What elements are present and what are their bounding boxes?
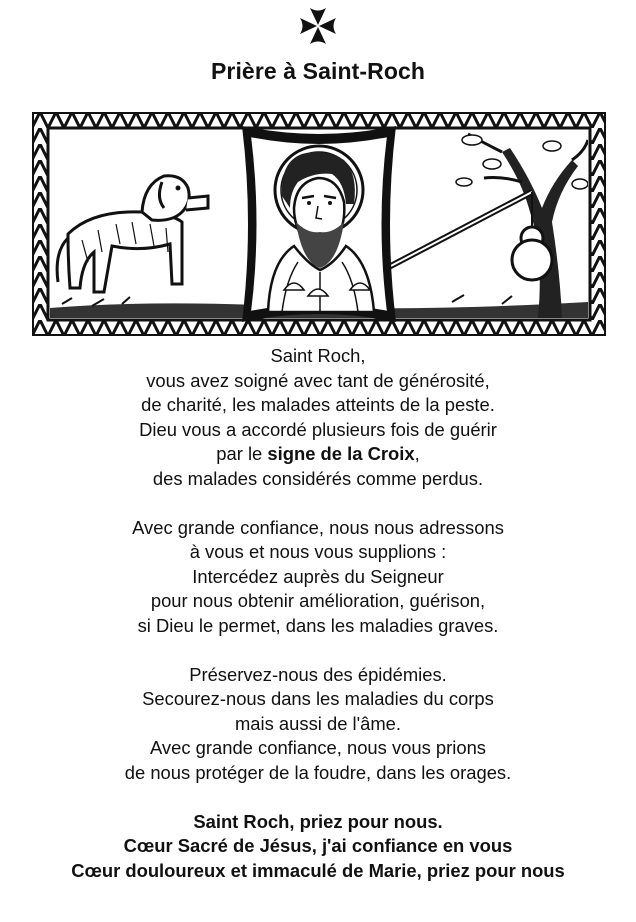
prayer-line: Avec grande confiance, nous nous adressons [132,516,504,538]
prayer-line: des malades considérés comme perdus. [152,467,484,489]
sign-of-cross-emphasis: signe de la Croix [267,443,415,465]
closing-line: Saint Roch, priez pour nous. [193,810,443,832]
prayer-line: à vous et nous vous supplions : [189,541,447,563]
closing-line: Cœur Sacré de Jésus, j'ai confiance en vous [123,835,513,857]
stanza-gap [0,639,636,663]
stanza-3 [0,663,636,786]
prayer-line: Intercédez auprès du Seigneur [192,565,444,587]
prayer-line: pour nous obtenir amélioration, guérison, [150,590,486,612]
saint-roch-with-dog-engraving [32,112,606,336]
prayer-line: Dieu vous a accordé plusieurs fois de guérir [139,418,497,440]
prayer-text [0,344,636,883]
prayer-line: Saint Roch, [270,345,366,366]
prayer-line: Avec grande confiance, nous vous prions [149,737,486,759]
prayer-line: si Dieu le permet, dans les maladies graves. [137,614,499,636]
prayer-line-end: , [414,443,420,465]
closing-invocations [0,810,636,884]
prayer-line: de charité, les malades atteints de la peste. [141,394,495,416]
maltese-cross-icon [296,4,340,48]
prayer-line: Préservez-nous des épidémies. [189,663,447,685]
prayer-line: vous avez soigné avec tant de générosité, [146,369,490,391]
prayer-line: Secourez-nous dans les maladies du corps [142,688,494,710]
prayer-line: mais aussi de l'âme. [234,712,402,734]
stanza-gap [0,492,636,516]
stanza-1 [0,344,636,492]
page-title: Prière à Saint-Roch [210,58,426,84]
stanza-2 [0,516,636,639]
closing-line: Cœur douloureux et immaculé de Marie, priez pour nous [71,859,565,881]
prayer-line [0,442,636,467]
prayer-line: de nous protéger de la foudre, dans les orages. [124,761,512,783]
prayer-line-start: par le [216,443,268,465]
stanza-gap [0,786,636,810]
